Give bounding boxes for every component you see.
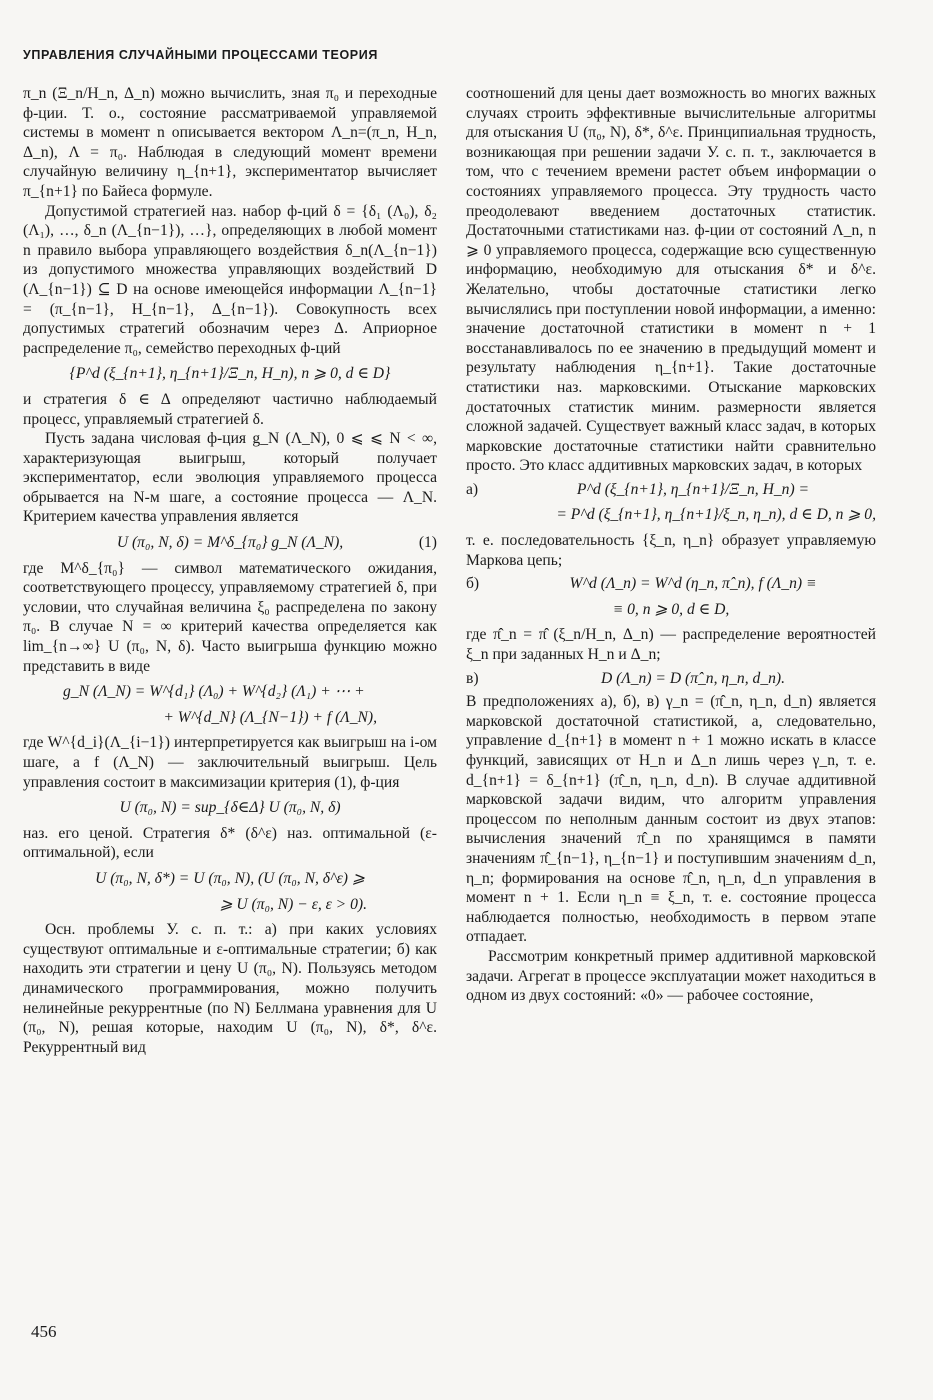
paragraph: наз. его ценой. Стратегия δ* (δ^ε) наз. оптимальной (ε-оптимальной), если xyxy=(23,824,437,862)
left-column xyxy=(23,84,437,1057)
paragraph: В предположениях а), б), в) γ_n = (π̂_n, η_n, d_n) является марковской достаточной статистикой, а, следовательно, управление d_{n+1} в момент n + 1 можно искать в классе функций, зависящих от H_n и Δ_n лишь через γ_n, т. е. d_{n+1} = δ_{n+1} (π̂_n, η_n, d_n). В случае аддитивной марковской задачи видим, что алгоритм управления процессом по неполным данным состоит из двух этапов: вычисления значений π̂_n по хранящимся в памяти значениям π̂_{n−1}, η_{n−1} и поступившим значениям d_n, η_n; формирования на основе π̂_n, η_n, d_n управления в момент n + 1. Если η_n ≡ ξ_n, т. е. состояние процесса наблюдается полностью, необходимость в первом этапе отпадает. xyxy=(466,693,876,946)
condition-label: б) xyxy=(466,575,480,593)
paragraph: и стратегия δ ∈ Δ определяют частично наблюдаемый процесс, управляемый стратегией δ. xyxy=(23,390,437,428)
formula: U (π₀, N, δ*) = U (π₀, N), (U (π₀, N, δ^ε) ⩾ xyxy=(95,869,365,887)
formula-1 xyxy=(23,533,437,553)
right-column xyxy=(466,84,876,1006)
condition-label: а) xyxy=(466,480,479,498)
formula: {P^d (ξ_{n+1}, η_{n+1}/Ξ_n, H_n), n ⩾ 0, d ∈ D} xyxy=(69,365,391,383)
formula: P^d (ξ_{n+1}, η_{n+1}/Ξ_n, H_n) = xyxy=(576,480,810,498)
paragraph: соотношений для цены дает возможность во многих важных случаях строить эффективные вычислительные алгоритмы для отыскания U (π₀, N), δ*, δ^ε. Принципиальная трудность, возникающая при решении задачи У. с. п. т., заключается в том, что с течением времени растет объем информации о состояниях управляемого процесса. Эту трудность часто преодолевают введением достаточных статистик. Достаточными статистиками наз. ф-ции от состояний Λ_n, n ⩾ 0 управляемого процесса, содержащие всю существенную информацию, необходимую для отыскания δ* и δ^ε. Желательно, чтобы достаточные статистики легко вычислялись при поступлении новой информации, а именно: значение достаточной статистики в момент n + 1 восстанавливалось по ее значению в предыдущий момент и результату наблюдения η_{n+1}. Такие достаточные статистики наз. марковскими. Отыскание марковских достаточных статистик миним. размерности является сложной задачей. Существует важный класс задач, в которых марковские достаточные статистики найти сравнительно просто. Это класс аддитивных марковских задач, в которых xyxy=(466,85,876,475)
equation-number: (1) xyxy=(418,534,437,552)
paragraph: Рассмотрим конкретный пример аддитивной марковской задачи. Агрегат в процессе эксплуатации может находиться в одном из двух состояний: «0» — рабочее состояние, xyxy=(466,947,876,1005)
formula-body: U (π₀, N, δ) = M^δ_{π₀} g_N (Λ_N), xyxy=(116,534,344,552)
paragraph: где π̂_n = π̂ (ξ_n/H_n, Δ_n) — распределение вероятностей ξ_n при заданных H_n и Δ_n; xyxy=(466,626,876,664)
paragraph: где W^{d_i}(Λ_{i−1}) интерпретируется как выигрыш на i-ом шаге, а f (Λ_N) — заключительный выигрыш. Цель управления состоит в максимизации критерия (1), ф-ция xyxy=(23,734,437,791)
formula: W^d (Λ_n) = W^d (η_n, π̂_n), f (Λ_n) ≡ xyxy=(569,575,817,593)
paragraph: Пусть задана числовая ф-ция g_N (Λ_N), 0 ⩽ ⩽ N < ∞, характеризующая выигрыш, который получает экспериментатор, если эволюция управляемого процесса обрывается на N-м шаге, а состояние процесса — Λ_N. Критерием качества управления является xyxy=(23,430,437,526)
formula: = P^d (ξ_{n+1}, η_{n+1}/ξ_n, η_n), d ∈ D, n ⩾ 0, xyxy=(556,506,876,524)
paragraph: где M^δ_{π₀} — символ математического ожидания, соответствующего процессу, управляемому стратегией δ, при условии, что случайная величина ξ₀ распределена по закону π₀. В случае N = ∞ критерий качества определяется как lim_{n→∞} U (π₀, N, δ). Часто выигрыша функцию можно представить в виде xyxy=(23,559,437,675)
formula: ≡ 0, n ⩾ 0, d ∈ D, xyxy=(612,600,730,618)
formula: + W^{d_N} (Λ_{N−1}) + f (Λ_N), xyxy=(163,708,377,726)
paragraph: Осн. проблемы У. с. п. т.: а) при каких условиях существуют оптимальные и ε-оптимальные стратегии; б) как находить эти стратегии и цену U (π₀, N). Пользуясь методом динамического программирования, можно получить нелинейные рекуррентные (по N) Беллмана уравнения для U (π₀, N), решая которые, находим U (π₀, N), δ*, δ^ε. Рекуррентный вид xyxy=(23,921,437,1056)
formula: g_N (Λ_N) = W^{d₁} (Λ₀) + W^{d₂} (Λ₁) + ⋯ + xyxy=(63,683,365,701)
formula: U (π₀, N) = sup_{δ∈Δ} U (π₀, N, δ) xyxy=(119,799,341,817)
condition-label: в) xyxy=(466,669,479,687)
formula: D (Λ_n) = D (π̂_n, η_n, d_n). xyxy=(600,669,786,687)
paragraph: Допустимой стратегией наз. набор ф-ций δ = {δ₁ (Λ₀), δ₂ (Λ₁), …, δ_n (Λ_{n−1}), …}, определяющих в любой момент n правило выбора управляющего воздействия δ_n(Λ_{n−1}) из допустимого множества управляющих воздействий D (Λ_{n−1}) ⊆ D на основе имеющейся информации Λ_{n−1} = (π_{n−1}, H_{n−1}, Δ_{n−1}). Совокупность всех допустимых стратегий обозначим через Δ. Априорное распределение π₀, семейство переходных ф-ций xyxy=(23,202,437,357)
paragraph: т. е. последовательность {ξ_n, η_n} образует управляемую Маркова цепь; xyxy=(466,532,876,569)
condition-b xyxy=(466,574,876,594)
paragraph: π_n (Ξ_n/H_n, Δ_n) можно вычислить, зная π₀ и переходные ф-ции. Т. о., состояние рассматриваемой управляемой системы в момент n описывается вектором Λ_n=(π_n, H_n, Δ_n), Λ = π₀. Наблюдая в следующий момент времени случайную величину η_{n+1}, экспериментатор вычисляет π_{n+1} по Байеса формуле. xyxy=(23,85,437,200)
formula: ⩾ U (π₀, N) − ε, ε > 0). xyxy=(219,895,367,913)
condition-a xyxy=(466,480,876,500)
page-number: 456 xyxy=(31,1322,57,1341)
condition-c xyxy=(466,669,876,689)
running-header: УПРАВЛЕНИЯ СЛУЧАЙНЫМИ ПРОЦЕССАМИ ТЕОРИЯ xyxy=(23,48,378,62)
